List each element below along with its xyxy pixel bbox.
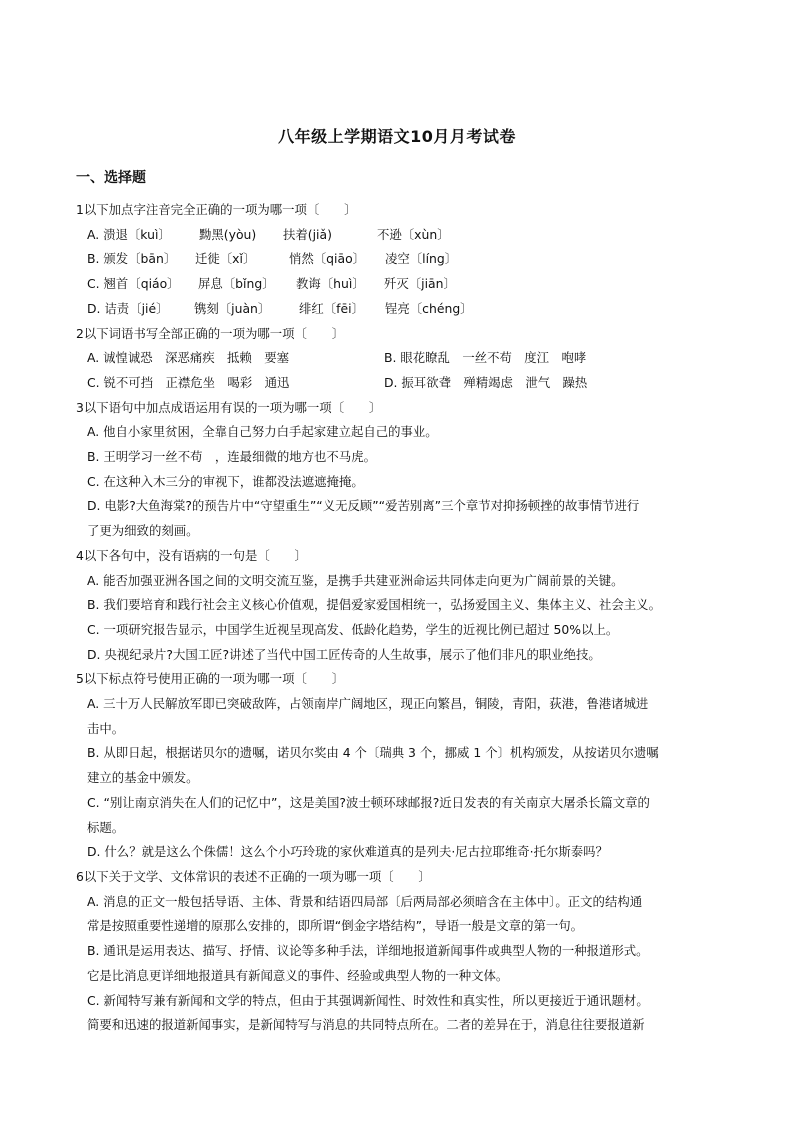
question-5-option-c: C. “别让南京消失在人们的记忆中”，这是美国?波士顿环球邮报?近日发表的有关南京大屠杀长篇文章的 [87,794,650,810]
question-1-stem: 1以下加点字注音完全正确的一项为哪一项〔 〕 [76,202,357,217]
question-6-option-c: C. 新闻特写兼有新闻和文学的特点，但由于其强调新闻性、时效性和真实性，所以更接近于通讯题材。 [87,992,649,1008]
question-4-stem: 4以下各句中，没有语病的一句是〔 〕 [76,547,307,563]
question-5-option-a-cont: 击中。 [87,720,125,736]
question-3-option-d: D. 电影?大鱼海棠?的预告片中“守望重生”“义无反顾”“爱苦别离”三个章节对抑扬顿挫的故事情节进行 [87,498,640,514]
page-title: 八年级上学期语文10月月考试卷 [278,127,516,146]
question-6-option-b-cont: 它是比消息更详细地报道具有新闻意义的事件、经验或典型人物的一种文体。 [87,967,509,983]
question-5-stem: 5以下标点符号使用正确的一项为哪一项〔 〕 [76,671,345,687]
question-5-option-b: B. 从即日起，根据诺贝尔的遗嘱，诺贝尔奖由 4 个〔瑞典 3 个，挪威 1 个〕机构颁发，从按诺贝尔遗嘱 [87,745,659,761]
question-3-stem: 3以下语句中加点成语运用有误的一项为哪一项〔 〕 [76,399,382,415]
question-5-option-a: A. 三十万人民解放军即已突破敌阵，占领南岸广阔地区，现正向繁昌，铜陵，青阳，荻港，鲁港诸城进 [87,696,649,712]
question-5-option-c-cont: 标题。 [87,819,125,835]
question-1-option-a: A. 溃退〔kuì〕 黝黑(yòu) 扶着(jiǎ) 不逊〔xùn〕 [87,226,450,242]
question-5-option-d: D. 什么？就是这么个侏儒！这么个小巧玲珑的家伙难道真的是列夫·尼古拉耶维奇·托尔斯泰吗？ [87,844,608,860]
section-heading: 一、选择题 [76,170,146,186]
question-2-options-ab [76,346,724,371]
question-1-option-c: C. 翘首〔qiáo〕 屏息〔bǐng〕 教诲〔huì〕 歼灭〔jiān〕 [87,276,456,292]
question-6-option-a-cont: 常是按照重要性递增的原那么安排的，即所谓“倒金字塔结构”，导语一般是文章的第一句。 [87,918,584,934]
question-3-option-d-cont: 了更为细致的刻画。 [87,523,199,539]
question-3-option-c: C. 在这种入木三分的审视下，谁都没法遮遮掩掩。 [87,473,364,489]
question-4-option-c: C. 一项研究报告显示，中国学生近视呈现高发、低龄化趋势，学生的近视比例已超过 50%以上。 [87,621,619,637]
question-2-option-a: A. 诚惶诚恐 深恶痛疾 抵赖 要塞 [87,350,289,366]
question-1-option-d: D. 诘责〔jié〕 镌刻〔juàn〕 绯红〔fēi〕 锃亮〔chéng〕 [87,300,473,316]
question-4-option-d: D. 央视纪录片?大国工匠?讲述了当代中国工匠传奇的人生故事，展示了他们非凡的职业绝技。 [87,646,601,662]
questions [76,198,724,1038]
question-6-option-b: B. 通讯是运用表达、描写、抒情、议论等多种手法，详细地报道新闻事件或典型人物的一种报道形式。 [87,943,649,959]
question-3-option-b: B. 王明学习一丝不苟 ，连最细微的地方也不马虎。 [87,449,376,465]
question-5-option-b-cont: 建立的基金中颁发。 [87,770,199,786]
question-2-option-c: C. 锐不可挡 正襟危坐 喝彩 通迅 [87,374,290,390]
question-6-option-c-cont: 简要和迅速的报道新闻事实，是新闻特写与消息的共同特点所在。二者的差异在于，消息往往要报道新 [87,1017,645,1033]
question-4-option-b: B. 我们要培育和践行社会主义核心价值观，提倡爱家爱国相统一，弘扬爱国主义、集体主义、社会主义。 [87,597,661,613]
question-1-option-b: B. 颁发〔bān〕 迁徙〔xǐ〕 悄然〔qiāo〕 凌空〔líng〕 [87,251,458,267]
question-2-option-b: B. 眼花瞭乱 一丝不苟 度江 咆哮 [384,350,587,366]
question-6-option-a: A. 消息的正文一般包括导语、主体、背景和结语四局部〔后两局部必须暗含在主体中〕。正文的结构通 [87,893,643,909]
question-2-option-d: D. 振耳欲聋 殚精竭虑 泄气 躁热 [384,374,588,390]
question-4-option-a: A. 能否加强亚洲各国之间的文明交流互鉴，是携手共建亚洲命运共同体走向更为广阔前景的关键。 [87,572,624,588]
question-3-option-a: A. 他自小家里贫困，全靠自己努力白手起家建立起自己的事业。 [87,424,438,440]
question-2-stem: 2以下词语书写全部正确的一项为哪一项〔 〕 [76,325,345,341]
question-2-options-cd [76,371,724,396]
question-6-stem: 6以下关于文学、文体常识的表述不正确的一项为哪一项〔 〕 [76,868,431,884]
